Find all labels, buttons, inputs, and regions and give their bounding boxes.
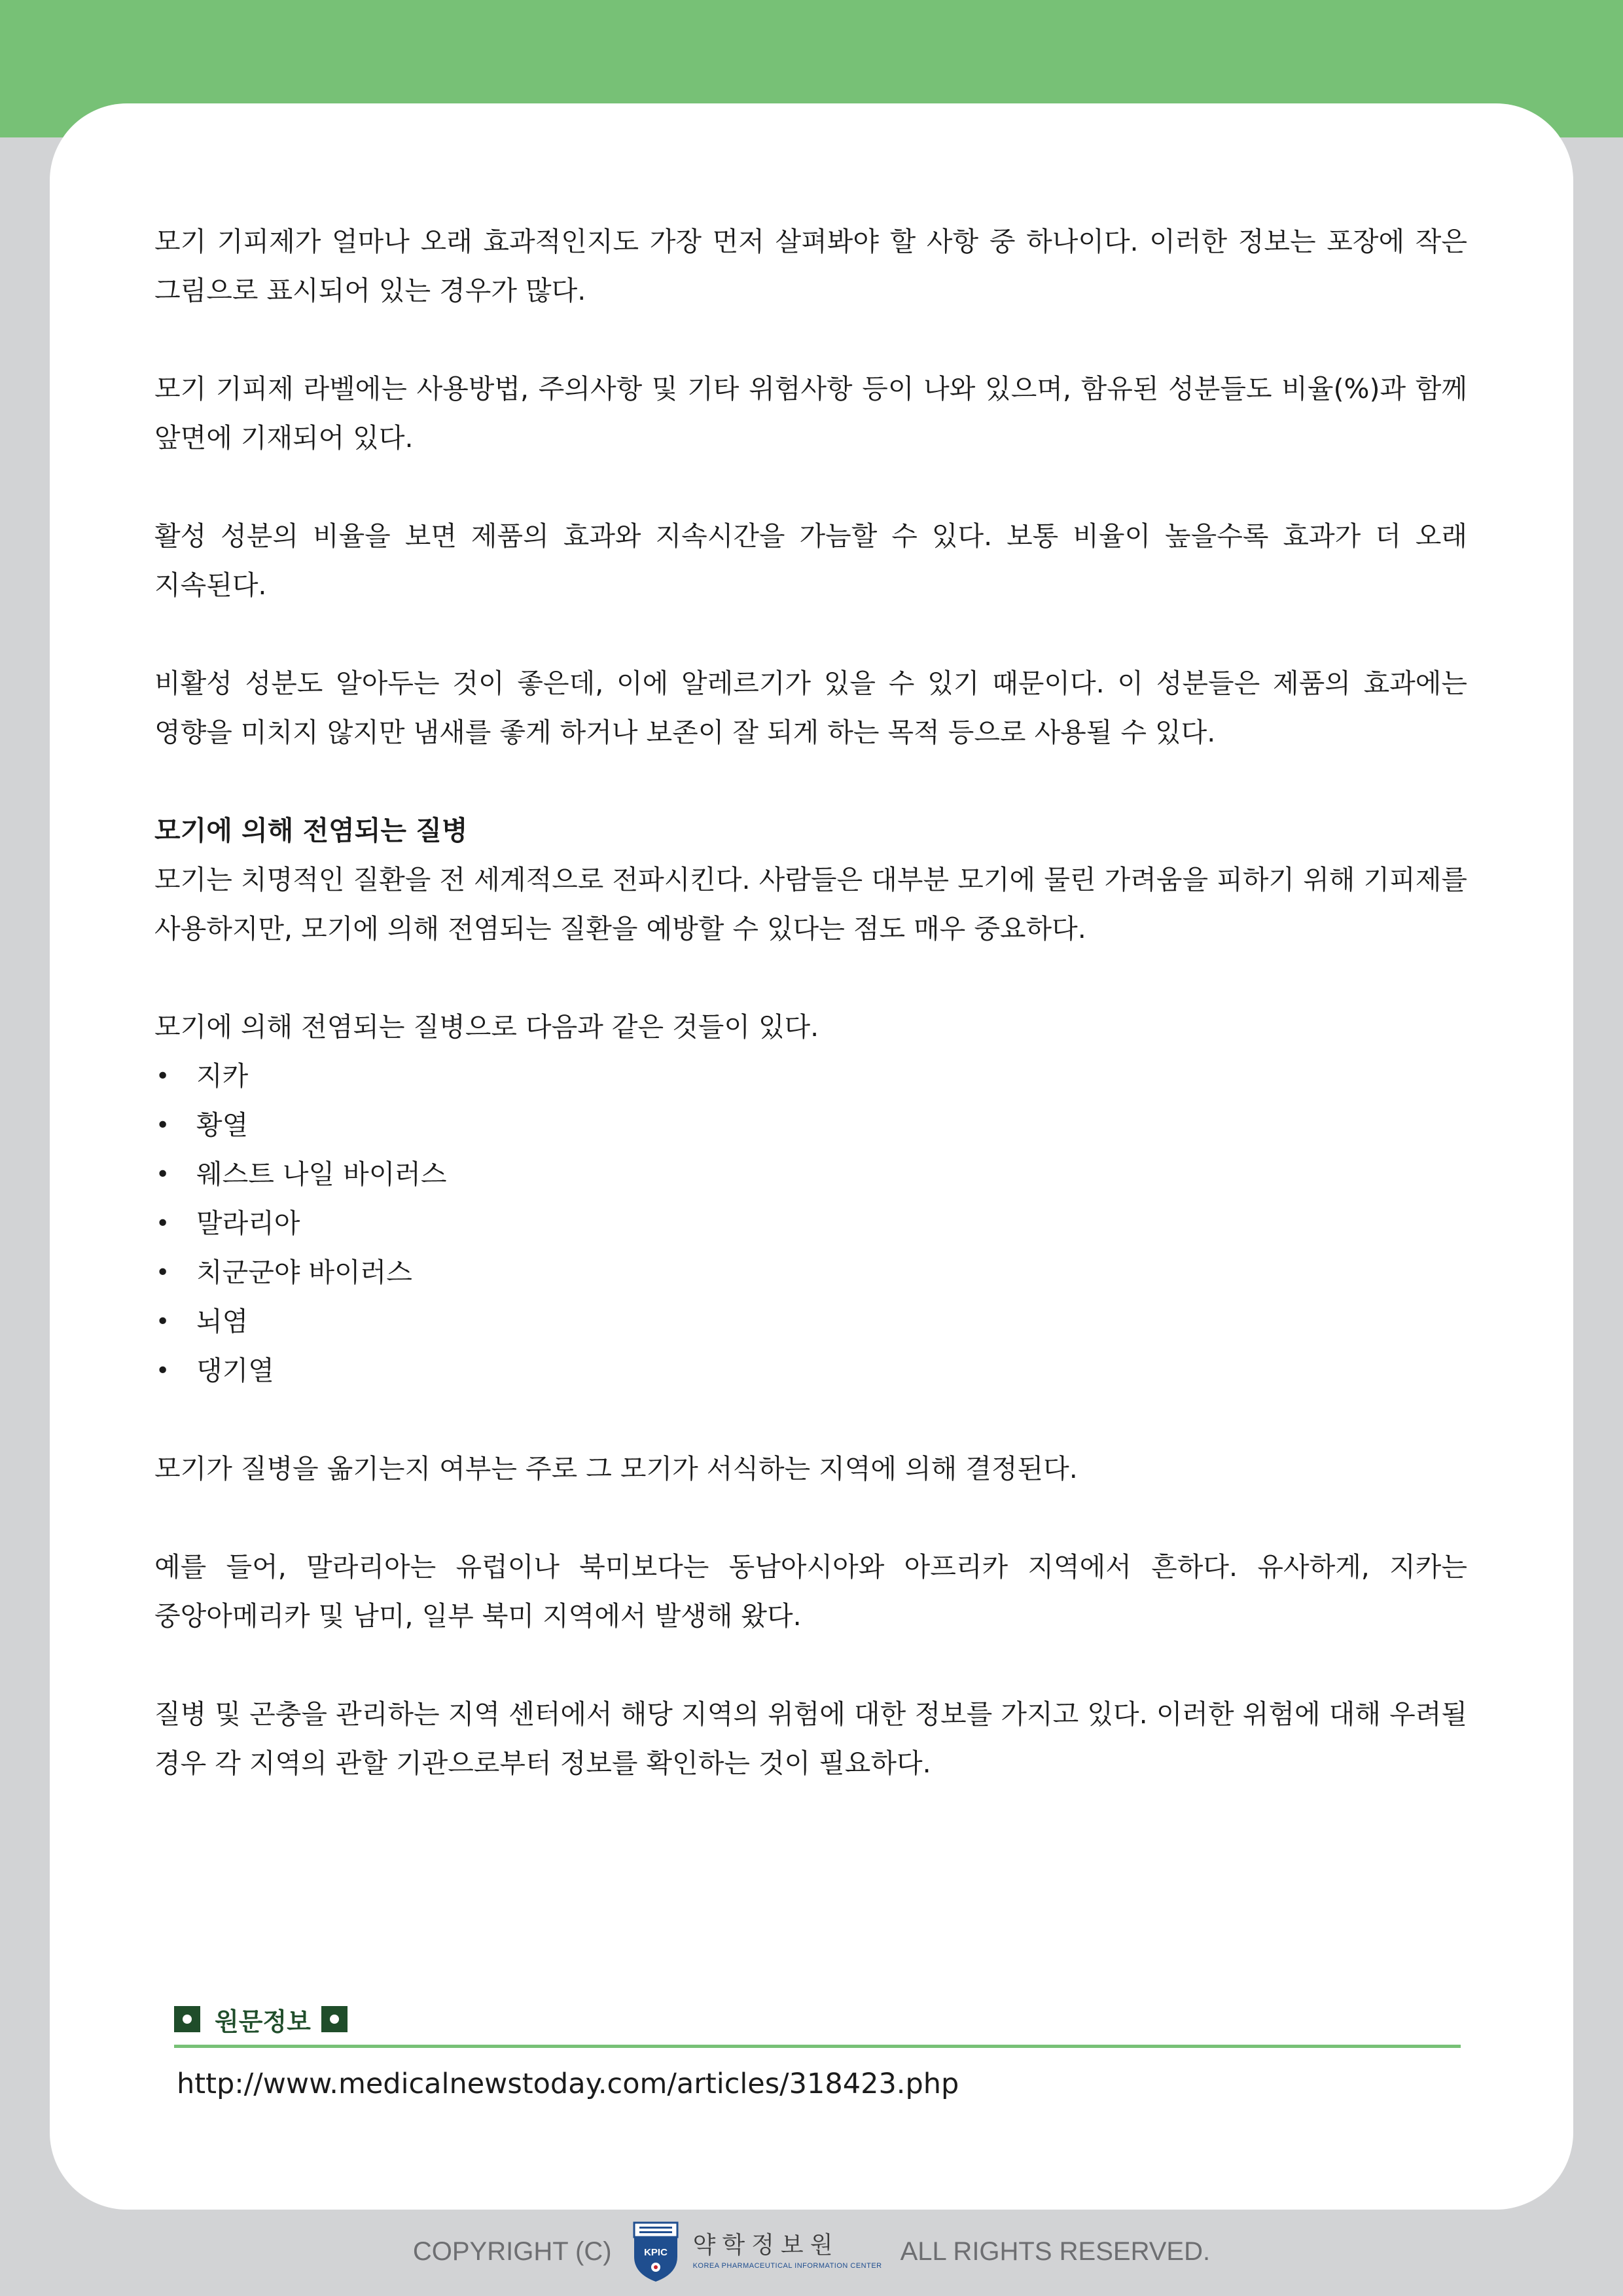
- copyright-text: COPYRIGHT (C): [412, 2236, 612, 2266]
- source-header: [174, 2003, 1461, 2036]
- list-item: [154, 1346, 1467, 1395]
- list-item-label: 뇌염: [196, 1306, 249, 1337]
- paragraph: 예를 들어, 말라리아는 유럽이나 북미보다는 동남아시아와 아프리카 지역에서 흔하다. 유사하게, 지카는 중앙아메리카 및 남미, 일부 북미 지역에서 발생해 왔다.: [154, 1551, 1467, 1632]
- logo-korean: 약학정보원: [692, 2232, 840, 2259]
- kpic-logo: [630, 2219, 882, 2284]
- list-item-label: 댕기열: [196, 1355, 274, 1386]
- footer: [0, 2219, 1623, 2284]
- paragraph: 모기가 질병을 옮기는지 여부는 주로 그 모기가 서식하는 지역에 의해 결정된다.: [154, 1453, 1078, 1484]
- bullet-icon: •: [156, 1210, 170, 1237]
- paragraph: 활성 성분의 비율을 보면 제품의 효과와 지속시간을 가늠할 수 있다. 보통 비율이 높을수록 효과가 더 오래 지속된다.: [154, 520, 1467, 601]
- list-item: [154, 1297, 1467, 1346]
- paragraph: 모기는 치명적인 질환을 전 세계적으로 전파시킨다. 사람들은 대부분 모기에 물린 가려움을 피하기 위해 기피제를 사용하지만, 모기에 의해 전염되는 질환을 예방할 수 있다는 점도 매우 중요하다.: [154, 864, 1467, 944]
- list-item-label: 지카: [196, 1060, 249, 1092]
- rights-text: ALL RIGHTS RESERVED.: [900, 2236, 1211, 2266]
- paragraph: 모기 기피제 라벨에는 사용방법, 주의사항 및 기타 위험사항 등이 나와 있으며, 함유된 성분들도 비율(%)과 함께 앞면에 기재되어 있다.: [154, 373, 1467, 454]
- paragraph: 비활성 성분도 알아두는 것이 좋은데, 이에 알레르기가 있을 수 있기 때문이다. 이 성분들은 제품의 효과에는 영향을 미치지 않지만 냄새를 좋게 하거나 보존이 잘 되게 하는 목적 등으로 사용될 수 있다.: [154, 668, 1467, 748]
- bullet-icon: •: [156, 1308, 170, 1335]
- source-title: 원문정보: [215, 2007, 311, 2036]
- bullet-icon: •: [156, 1357, 170, 1384]
- divider: [174, 2045, 1461, 2048]
- list-item-label: 치군군야 바이러스: [196, 1257, 412, 1288]
- bullet-icon: •: [156, 1161, 170, 1188]
- paragraph: 질병 및 곤충을 관리하는 지역 센터에서 해당 지역의 위험에 대한 정보를 가지고 있다. 이러한 위험에 대해 우려될 경우 각 지역의 관할 기관으로부터 정보를 확인하는 것이 필요하다.: [154, 1698, 1467, 1779]
- list-item: [154, 1150, 1467, 1199]
- article-body: [154, 217, 1467, 1837]
- bullet-icon: •: [156, 1063, 170, 1090]
- list-item: [154, 1248, 1467, 1297]
- bullet-icon: •: [156, 1112, 170, 1139]
- logo-english: KOREA PHARMACEUTICAL INFORMATION CENTER: [692, 2262, 882, 2270]
- list-item: [154, 1052, 1467, 1101]
- source-info: [174, 2003, 1461, 2100]
- source-url-link[interactable]: http://www.medicalnewstoday.com/articles/318423.php: [177, 2068, 959, 2100]
- list-item-label: 웨스트 나일 바이러스: [196, 1158, 447, 1190]
- bullet-square-icon: [321, 2006, 348, 2032]
- bullet-square-icon: [174, 2006, 200, 2032]
- list-intro: 모기에 의해 전염되는 질병으로 다음과 같은 것들이 있다.: [154, 1011, 819, 1043]
- list-item-label: 말라리아: [196, 1208, 300, 1239]
- logo-text: [693, 2231, 882, 2272]
- paragraph: 모기 기피제가 얼마나 오래 효과적인지도 가장 먼저 살펴봐야 할 사항 중 하나이다. 이러한 정보는 포장에 작은 그림으로 표시되어 있는 경우가 많다.: [154, 226, 1467, 306]
- list-item-label: 황열: [196, 1109, 249, 1141]
- list-item: [154, 1199, 1467, 1248]
- bullet-icon: •: [156, 1259, 170, 1286]
- disease-list: [154, 1052, 1467, 1395]
- logo-badge: KPIC: [643, 2247, 668, 2258]
- list-item: [154, 1101, 1467, 1150]
- section-heading: 모기에 의해 전염되는 질병: [154, 815, 468, 846]
- kpic-emblem-icon: [630, 2219, 681, 2284]
